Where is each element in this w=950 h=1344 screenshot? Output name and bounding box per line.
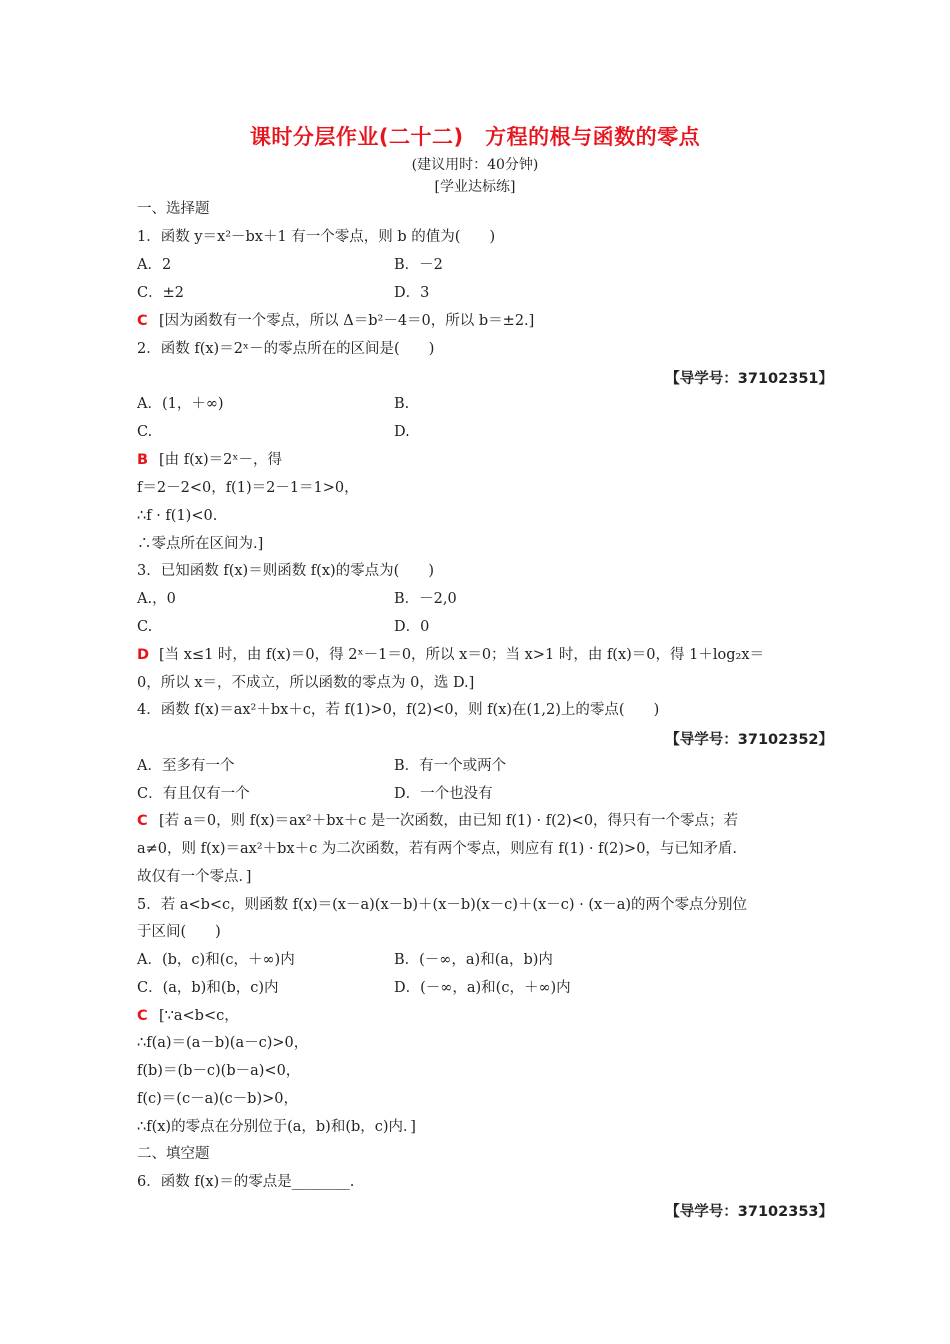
question-5: 5．若 a<b<c，则函数 f(x)＝(x－a)(x－b)＋(x－b)(x－c)＋(x－c) · (x－a)的两个零点分别位 xyxy=(137,897,748,913)
question-5-line-2: 于区间( ) xyxy=(137,924,221,940)
answer-2-text: [由 f(x)＝2ˣ－，得 xyxy=(159,452,282,468)
answer-5-text: [∵a<b<c， xyxy=(159,1008,239,1024)
answer-4-line-2: a≠0，则 f(x)＝ax²＋bx＋c 为二次函数，若有两个零点，则应有 f(1) · f(2)>0，与已知矛盾. xyxy=(137,841,738,857)
q3-option-d: D．0 xyxy=(394,619,430,635)
q3-option-c: C. xyxy=(137,619,153,635)
answer-1-text: [因为函数有一个零点，所以 Δ＝b²－4＝0，所以 b＝±2.] xyxy=(159,313,535,329)
time-hint: (建议用时：40分钟) xyxy=(411,157,539,173)
q5-option-d: D．(－∞，a)和(c，＋∞)内 xyxy=(394,980,571,996)
q1-option-a: A．2 xyxy=(137,257,172,273)
q1-option-c: C．±2 xyxy=(137,285,184,301)
answer-5-line-3: f(b)＝(b－c)(b－a)<0， xyxy=(137,1063,301,1079)
answer-2 xyxy=(137,450,282,470)
answer-4-key: C xyxy=(137,813,148,829)
q4-option-c: C．有且仅有一个 xyxy=(137,786,250,802)
answer-3 xyxy=(137,645,764,665)
q4-option-a: A．至多有一个 xyxy=(137,758,235,774)
answer-2-line-4: ∴零点所在区间为.] xyxy=(137,536,264,552)
answer-3-text: [当 x≤1 时，由 f(x)＝0，得 2ˣ－1＝0，所以 x＝0；当 x>1 时，由 f(x)＝0，得 1＋log₂x＝ xyxy=(159,647,764,663)
q1-option-d: D．3 xyxy=(394,285,430,301)
answer-4-line-3: 故仅有一个零点．] xyxy=(137,869,252,885)
answer-5 xyxy=(137,1006,239,1026)
guide-number-1: 【导学号：37102351】 xyxy=(665,371,833,387)
q2-option-c: C. xyxy=(137,424,153,440)
question-6: 6．函数 f(x)＝的零点是________. xyxy=(137,1174,355,1190)
q4-option-d: D．一个也没有 xyxy=(394,786,493,802)
answer-1 xyxy=(137,311,534,331)
q2-option-a: A．(1，＋∞) xyxy=(137,396,224,412)
q3-option-a: A.，0 xyxy=(137,591,176,607)
level-label: [学业达标练] xyxy=(434,179,516,195)
section-choice: 一、选择题 xyxy=(137,201,210,217)
q5-option-c: C．(a，b)和(b，c)内 xyxy=(137,980,279,996)
question-1: 1．函数 y＝x²－bx＋1 有一个零点，则 b 的值为( ) xyxy=(137,229,496,245)
question-2: 2．函数 f(x)＝2ˣ－的零点所在的区间是( ) xyxy=(137,341,435,357)
q2-option-d: D. xyxy=(394,424,410,440)
answer-1-key: C xyxy=(137,313,148,329)
q3-option-b: B．－2,0 xyxy=(394,591,457,607)
question-3: 3．已知函数 f(x)＝则函数 f(x)的零点为( ) xyxy=(137,563,434,579)
q1-option-b: B．－2 xyxy=(394,257,443,273)
answer-4 xyxy=(137,811,738,831)
q2-option-b: B. xyxy=(394,396,410,412)
guide-number-3: 【导学号：37102353】 xyxy=(665,1204,833,1220)
answer-3-key: D xyxy=(137,647,150,663)
answer-5-line-4: f(c)＝(c－a)(c－b)>0， xyxy=(137,1091,298,1107)
answer-5-key: C xyxy=(137,1008,148,1024)
q5-option-a: A．(b，c)和(c，＋∞)内 xyxy=(137,952,295,968)
answer-4-text: [若 a＝0，则 f(x)＝ax²＋bx＋c 是一次函数，由已知 f(1) · f(2)<0，得只有一个零点；若 xyxy=(159,813,739,829)
q4-option-b: B．有一个或两个 xyxy=(394,758,507,774)
section-fill: 二、填空题 xyxy=(137,1146,210,1162)
q5-option-b: B．(－∞，a)和(a，b)内 xyxy=(394,952,553,968)
answer-2-line-2: f＝2－2<0，f(1)＝2－1＝1>0， xyxy=(137,480,359,496)
question-4: 4．函数 f(x)＝ax²＋bx＋c，若 f(1)>0，f(2)<0，则 f(x)在(1,2)上的零点( ) xyxy=(137,702,660,718)
answer-5-line-2: ∴f(a)＝(a－b)(a－c)>0， xyxy=(137,1035,309,1051)
guide-number-2: 【导学号：37102352】 xyxy=(665,732,833,748)
answer-2-key: B xyxy=(137,452,149,468)
page-title: 课时分层作业(二十二) 方程的根与函数的零点 xyxy=(249,125,701,149)
answer-2-line-3: ∴f · f(1)<0. xyxy=(137,508,218,524)
answer-5-line-5: ∴f(x)的零点在分别位于(a，b)和(b，c)内．] xyxy=(137,1119,416,1135)
answer-3-line-2: 0，所以 x＝，不成立，所以函数的零点为 0，选 D.] xyxy=(137,675,475,691)
